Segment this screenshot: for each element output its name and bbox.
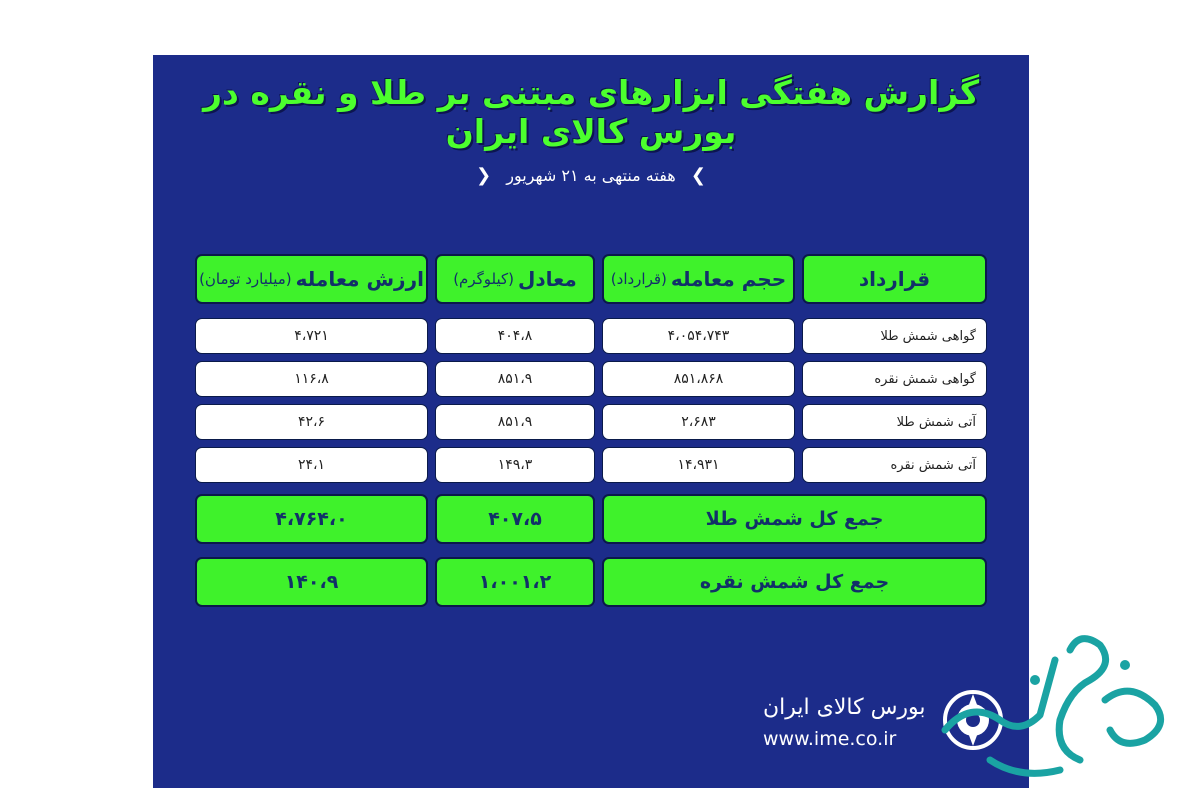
cell-equivalent: ۴۰۴،۸	[435, 318, 595, 354]
report-panel	[153, 55, 1029, 788]
chevron-right-icon: ❯	[690, 165, 706, 186]
chevron-left-icon: ❮	[476, 165, 492, 186]
total-silver-row	[195, 557, 987, 607]
total-gold-row	[195, 494, 987, 544]
report-subtitle	[153, 165, 1029, 186]
cell-value: ۱۱۶،۸	[195, 361, 428, 397]
cell-contract: گواهی شمش طلا	[802, 318, 987, 354]
cell-value: ۴،۷۲۱	[195, 318, 428, 354]
total-gold-label: جمع کل شمش طلا	[602, 494, 987, 544]
cell-equivalent: ۱۴۹،۳	[435, 447, 595, 483]
table-row	[195, 318, 987, 354]
cell-equivalent: ۸۵۱،۹	[435, 404, 595, 440]
header-contract: قرارداد	[802, 254, 987, 304]
header-value: ارزش معامله (میلیارد تومان)	[195, 254, 428, 304]
watermark-logo-icon	[930, 620, 1180, 790]
table-row	[195, 404, 987, 440]
header-equivalent: معادل (کیلوگرم)	[435, 254, 595, 304]
cell-contract: آتی شمش نقره	[802, 447, 987, 483]
total-gold-value: ۴،۷۶۴،۰	[195, 494, 428, 544]
cell-volume: ۴،۰۵۴،۷۴۳	[602, 318, 795, 354]
header-volume: حجم معامله (قرارداد)	[602, 254, 795, 304]
total-silver-equivalent: ۱،۰۰۱،۲	[435, 557, 595, 607]
table-row	[195, 447, 987, 483]
exchange-url: www.ime.co.ir	[763, 728, 897, 750]
week-ending-label: هفته منتهی به ۲۱ شهریور	[506, 166, 676, 185]
cell-volume: ۲،۶۸۳	[602, 404, 795, 440]
total-silver-value: ۱۴۰،۹	[195, 557, 428, 607]
exchange-name: بورس کالای ایران	[763, 695, 926, 720]
table-header-row	[195, 254, 987, 304]
table-row	[195, 361, 987, 397]
total-gold-equivalent: ۴۰۷،۵	[435, 494, 595, 544]
cell-value: ۴۲،۶	[195, 404, 428, 440]
cell-contract: آتی شمش طلا	[802, 404, 987, 440]
cell-equivalent: ۸۵۱،۹	[435, 361, 595, 397]
cell-volume: ۸۵۱،۸۶۸	[602, 361, 795, 397]
cell-value: ۲۴،۱	[195, 447, 428, 483]
total-silver-label: جمع کل شمش نقره	[602, 557, 987, 607]
report-title: گزارش هفتگی ابزارهای مبتنی بر طلا و نقره در بورس کالای ایران	[202, 73, 980, 151]
cell-volume: ۱۴،۹۳۱	[602, 447, 795, 483]
cell-contract: گواهی شمش نقره	[802, 361, 987, 397]
